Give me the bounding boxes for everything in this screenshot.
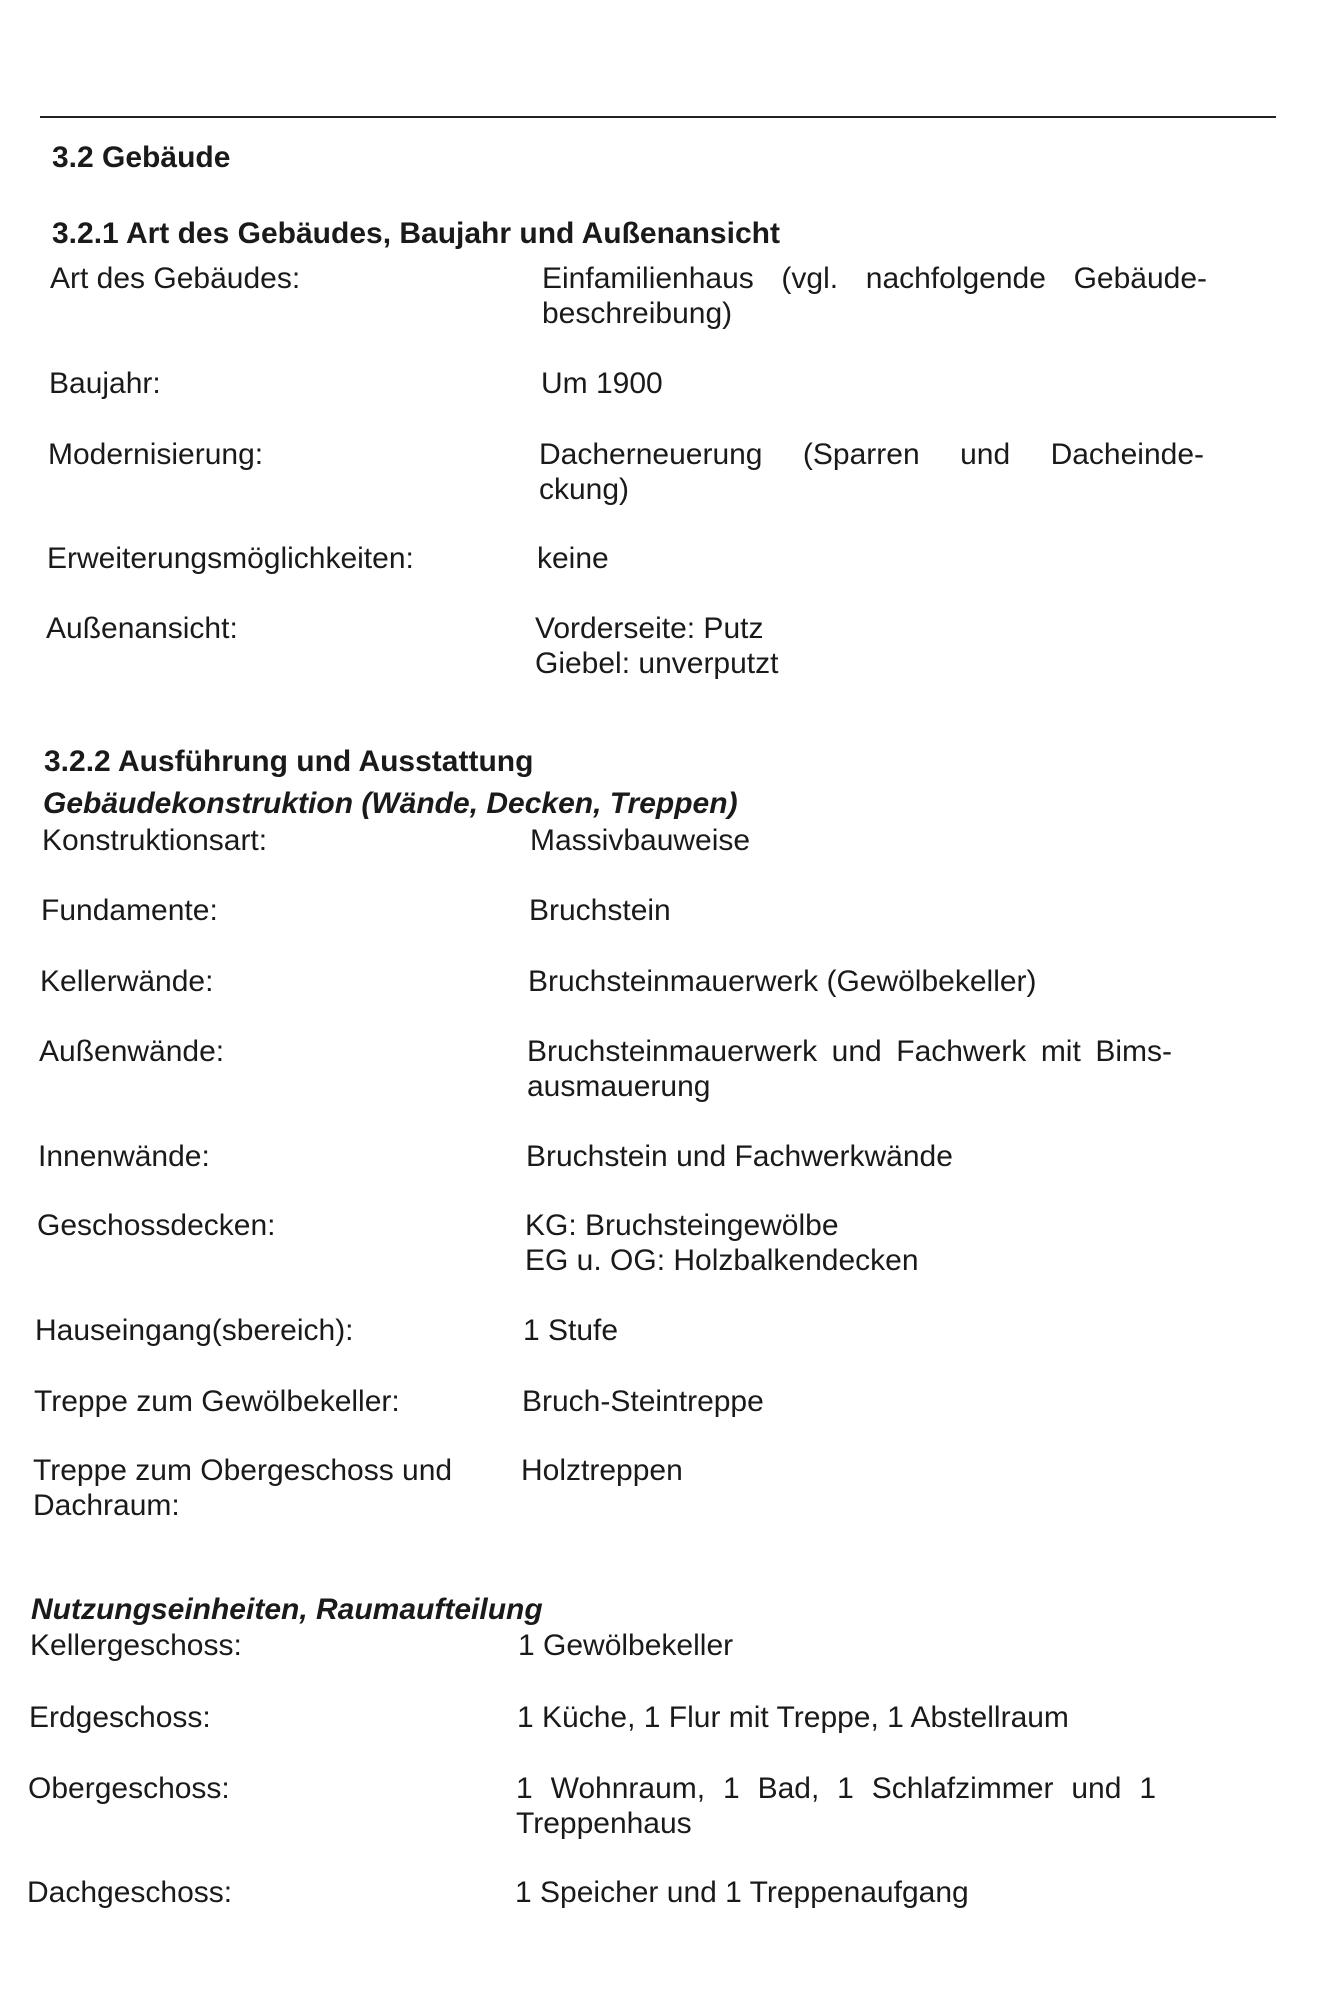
subsection-title-3-2-1: 3.2.1 Art des Gebäudes, Baujahr und Außenansicht — [52, 217, 780, 250]
row-label: Modernisierung: — [48, 438, 264, 471]
value-line: keine — [537, 542, 609, 575]
value-line: Treppenhaus — [516, 1807, 692, 1840]
row-label — [33, 1453, 503, 1523]
value-line: ausmauerung — [527, 1070, 711, 1103]
value-line: 1 Wohnraum, 1 Bad, 1 Schlafzimmer und 1 — [516, 1772, 1156, 1805]
row-value — [516, 1771, 1156, 1841]
value-line: ckung) — [539, 473, 630, 506]
row-label: Baujahr: — [49, 367, 161, 400]
section-title: 3.2 Gebäude — [52, 141, 231, 174]
row-label: Hauseingang(sbereich): — [35, 1314, 354, 1347]
row-value — [525, 1208, 1190, 1278]
value-line: Einfamilienhaus (vgl. nachfolgende Gebäude- — [542, 262, 1207, 295]
label-line: Dachraum: — [33, 1489, 180, 1522]
units-heading: Nutzungseinheiten, Raumaufteilung — [31, 1593, 543, 1626]
value-line: 1 Stufe — [523, 1314, 619, 1347]
value-line: Holztreppen — [521, 1454, 683, 1487]
row-value — [535, 611, 1200, 681]
value-line: Bruch-Steintreppe — [522, 1385, 764, 1418]
value-line: 1 Gewölbekeller — [518, 1629, 734, 1662]
top-rule — [40, 116, 1276, 118]
label-line: Treppe zum Obergeschoss und — [33, 1454, 453, 1487]
subsection-title-3-2-2: 3.2.2 Ausführung und Ausstattung — [44, 745, 534, 778]
value-line: Um 1900 — [541, 367, 663, 400]
row-label: Obergeschoss: — [28, 1772, 230, 1805]
row-label: Kellergeschoss: — [30, 1629, 242, 1662]
value-line: Massivbauweise — [530, 824, 751, 857]
row-value — [541, 366, 1206, 401]
row-value — [526, 1139, 1191, 1174]
value-line: Bruchsteinmauerwerk (Gewölbekeller) — [528, 965, 1037, 998]
row-value — [515, 1875, 1180, 1910]
value-line: 1 Speicher und 1 Treppenaufgang — [515, 1876, 969, 1909]
row-label: Dachgeschoss: — [27, 1876, 233, 1909]
row-label: Kellerwände: — [40, 965, 214, 998]
row-value — [528, 964, 1193, 999]
row-value — [523, 1313, 1188, 1348]
row-label: Außenansicht: — [46, 612, 238, 645]
row-value — [537, 541, 1202, 576]
row-value — [522, 1384, 1187, 1419]
value-line: Bruchstein — [529, 894, 671, 927]
value-line: Giebel: unverputzt — [535, 647, 779, 680]
row-label: Erdgeschoss: — [29, 1701, 211, 1734]
value-line: Bruchstein und Fachwerkwände — [526, 1140, 953, 1173]
value-line: Dacherneuerung (Sparren und Dacheinde- — [539, 438, 1204, 471]
row-value — [517, 1700, 1182, 1735]
row-label: Geschossdecken: — [37, 1209, 276, 1242]
row-label: Art des Gebäudes: — [50, 262, 301, 295]
value-line: beschreibung) — [542, 297, 733, 330]
row-label: Erweiterungsmöglichkeiten: — [47, 542, 414, 575]
value-line: Vorderseite: Putz — [535, 612, 764, 645]
value-line: EG u. OG: Holzbalkendecken — [525, 1244, 919, 1277]
row-value — [530, 823, 1195, 858]
row-value — [539, 437, 1204, 507]
row-label: Außenwände: — [39, 1035, 225, 1068]
row-value — [542, 261, 1207, 331]
row-label: Innenwände: — [38, 1140, 210, 1173]
row-value — [521, 1453, 1186, 1488]
row-value — [518, 1628, 1183, 1663]
construction-heading: Gebäudekonstruktion (Wände, Decken, Treppen) — [43, 787, 738, 820]
row-value — [529, 893, 1194, 928]
value-line: 1 Küche, 1 Flur mit Treppe, 1 Abstellraum — [517, 1701, 1069, 1734]
row-label: Fundamente: — [41, 894, 218, 927]
row-label: Treppe zum Gewölbekeller: — [34, 1385, 400, 1418]
row-value — [527, 1034, 1172, 1104]
row-label: Konstruktionsart: — [42, 824, 268, 857]
value-line: Bruchsteinmauerwerk und Fachwerk mit Bims- — [527, 1035, 1172, 1068]
value-line: KG: Bruchsteingewölbe — [525, 1209, 839, 1242]
